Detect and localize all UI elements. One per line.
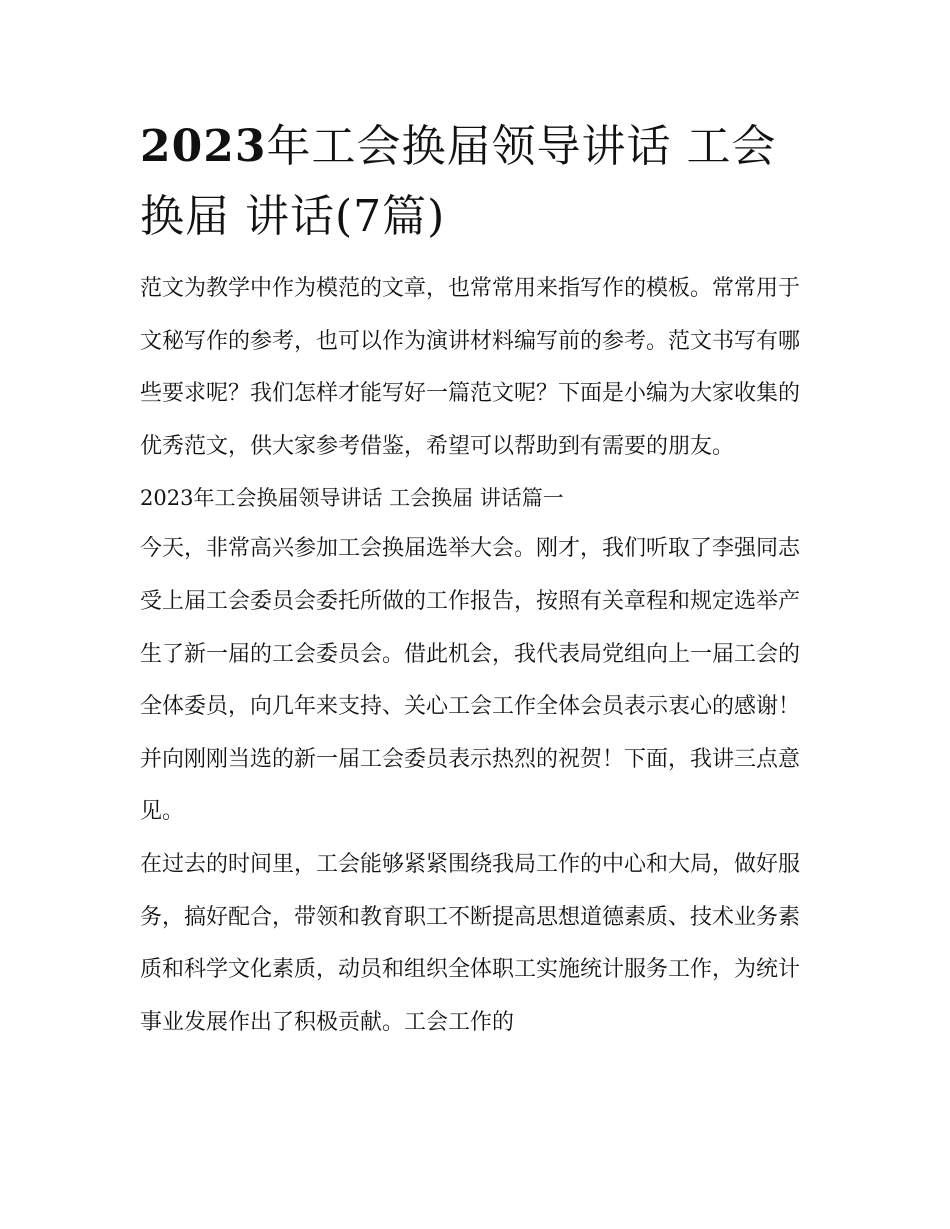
document-title [140,112,812,252]
title-year: 2023 [140,121,267,172]
section-heading: 2023年工会换届领导讲话 工会换届 讲话篇一 [140,486,564,511]
intro-paragraph: 范文为教学中作为模范的文章，也常常用来指写作的模板。常常用于文秘写作的参考，也可以作为演讲材料编写前的参考。范文书写有哪些要求呢？我们怎样才能写好一篇范文呢？下面是小编为大家收集的优秀范文，供大家参考借鉴，希望可以帮助到有需要的朋友。 [140,276,801,459]
body-paragraph-2: 在过去的时间里，工会能够紧紧围绕我局工作的中心和大局，做好服务，搞好配合，带领和教育职工不断提高思想道德素质、技术业务素质和科学文化素质，动员和组织全体职工实施统计服务工作，为统计事业发展作出了积极贡献。工会工作的 [140,851,801,1035]
document-body [140,112,812,1049]
body-paragraph-1: 今天，非常高兴参加工会换届选举大会。刚才，我们听取了李强同志受上届工会委员会委托所做的工作报告，按照有关章程和规定选举产生了新一届的工会委员会。借此机会，我代表局党组向上一届工会的全体委员，向几年来支持、关心工会工作全体会员表示衷心的感谢！并向刚刚当选的新一届工会委员表示热烈的祝贺！下面，我讲三点意见。 [140,536,801,825]
title-text: 年工会换届领导讲话 工会换届 讲话(7篇) [140,121,777,242]
